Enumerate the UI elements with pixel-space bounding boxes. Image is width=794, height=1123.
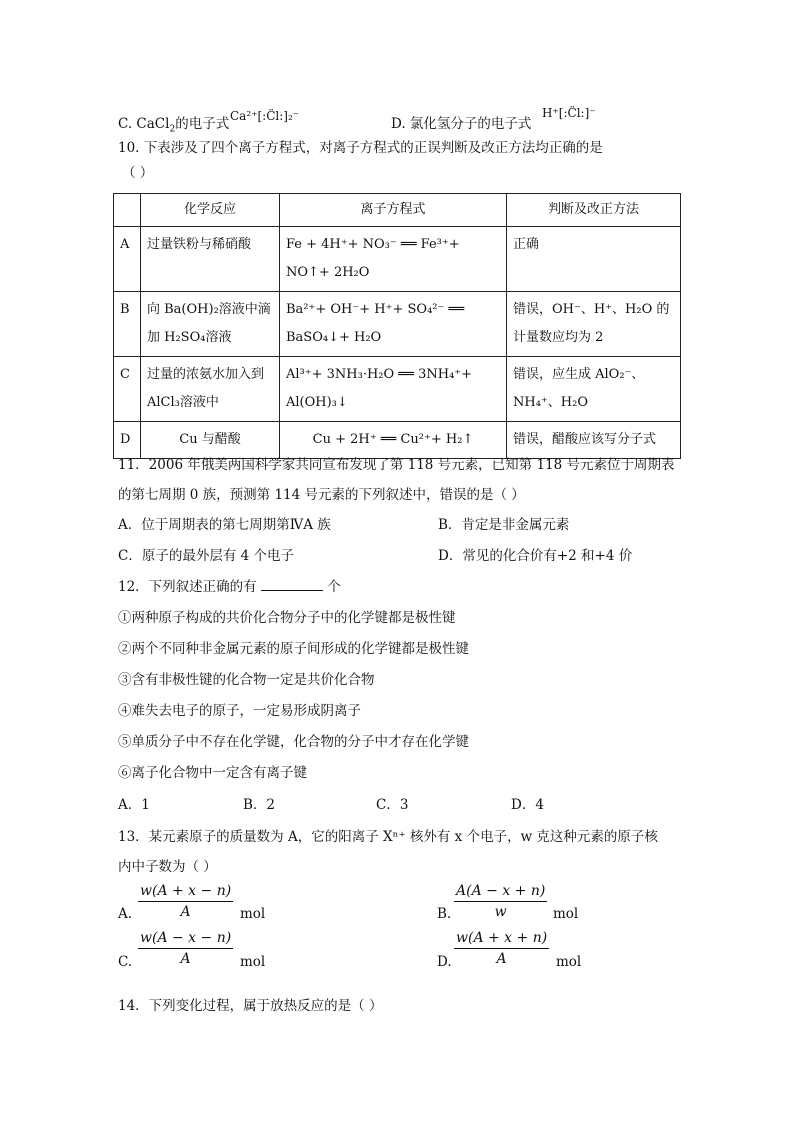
q13-option-d-label[interactable]: D. — [437, 954, 452, 970]
fraction-denominator: A — [180, 904, 191, 920]
row-label: B — [114, 292, 141, 357]
row-reaction: 向 Ba(OH)₂溶液中滴加 H₂SO₄溶液 — [141, 292, 280, 357]
table-row — [114, 357, 681, 422]
table-header-blank — [114, 194, 141, 227]
q12-answer-blank[interactable] — [261, 578, 323, 591]
q13-stem-line1: 13．某元素原子的质量数为 A，它的阳离子 Xⁿ⁺ 核外有 x 个电子，w 克这种元素的原子核 — [118, 829, 658, 845]
row-label: C — [114, 357, 141, 422]
fraction-denominator: w — [494, 904, 507, 920]
table-header: 离子方程式 — [280, 194, 507, 227]
q13-option-b-fraction — [454, 883, 547, 920]
q11-option-d[interactable]: D．常见的化合价有+2 和+4 价 — [438, 548, 633, 564]
fraction-denominator: A — [496, 951, 507, 967]
row-judgment: 正确 — [507, 227, 681, 292]
q13-option-c-unit: mol — [240, 954, 266, 970]
q12-option-b[interactable]: B．2 — [243, 797, 276, 813]
q12-item: ⑥离子化合物中一定含有离子键 — [118, 765, 307, 781]
table-header: 化学反应 — [141, 194, 280, 227]
q14-stem: 14．下列变化过程，属于放热反应的是（ ） — [118, 998, 383, 1014]
q12-item: ④难失去电子的原子，一定易形成阴离子 — [118, 703, 361, 719]
q12-stem-unit: 个 — [327, 579, 341, 595]
row-label: D — [114, 422, 141, 459]
row-equation: Al³⁺+ 3NH₃·H₂O ══ 3NH₄⁺+ Al(OH)₃↓ — [280, 357, 507, 422]
fraction-numerator: w(A + x + n) — [454, 930, 549, 949]
q12-stem-text: 12．下列叙述正确的有 — [118, 579, 257, 595]
q10-answer-paren: （ ） — [122, 165, 154, 181]
table-header-row — [114, 194, 681, 227]
row-judgment: 错误，OH⁻、H⁺、H₂O 的计量数应均为 2 — [507, 292, 681, 357]
fraction-numerator: w(A + x − n) — [138, 883, 233, 902]
q11-option-b[interactable]: B．肯定是非金属元素 — [438, 517, 570, 533]
table-header: 判断及改正方法 — [507, 194, 681, 227]
row-equation: Cu + 2H⁺ ══ Cu²⁺+ H₂↑ — [280, 422, 507, 459]
row-reaction: 过量的浓氨水加入到 AlCl₃溶液中 — [141, 357, 280, 422]
q9-option-c-label: C. CaCl — [118, 116, 170, 132]
q10-table — [113, 193, 681, 459]
q11-stem-line2: 的第七周期 0 族，预测第 114 号元素的下列叙述中，错误的是（ ） — [118, 487, 525, 503]
fraction-denominator: A — [180, 951, 191, 967]
q12-item: ⑤单质分子中不存在化学键，化合物的分子中才存在化学键 — [118, 734, 469, 750]
q13-option-c-fraction — [138, 930, 233, 967]
q13-option-a-fraction — [138, 883, 233, 920]
q13-option-a-label[interactable]: A. — [118, 906, 133, 922]
q13-option-a-unit: mol — [240, 906, 266, 922]
q11-option-c[interactable]: C．原子的最外层有 4 个电子 — [118, 548, 295, 564]
table-row — [114, 227, 681, 292]
q13-option-d-unit: mol — [556, 954, 582, 970]
q13-option-c-label[interactable]: C. — [118, 954, 133, 970]
q13-option-b-label[interactable]: B. — [437, 906, 452, 922]
q13-option-d-fraction — [454, 930, 549, 967]
q11-option-a[interactable]: A．位于周期表的第七周期第ⅣA 族 — [118, 517, 331, 533]
q13-option-b-unit: mol — [553, 906, 579, 922]
q12-item: ③含有非极性键的化合物一定是共价化合物 — [118, 672, 375, 688]
table-row — [114, 292, 681, 357]
q9-option-d-formula: H⁺[:C̈l:]⁻ — [542, 106, 596, 120]
q12-item: ②两个不同种非金属元素的原子间形成的化学键都是极性键 — [118, 641, 469, 657]
q12-option-d[interactable]: D．4 — [511, 797, 544, 813]
table-row — [114, 422, 681, 459]
q9-option-c-tail: 的电子式 — [175, 116, 230, 132]
fraction-numerator: A(A − x + n) — [454, 883, 547, 902]
row-judgment: 错误，应生成 AlO₂⁻、NH₄⁺、H₂O — [507, 357, 681, 422]
q9-option-c-sub: 2 — [169, 124, 176, 135]
q12-option-c[interactable]: C．3 — [376, 797, 409, 813]
fraction-numerator: w(A − x − n) — [138, 930, 233, 949]
q10-stem: 10. 下表涉及了四个离子方程式，对离子方程式的正误判断及改正方法均正确的是 — [118, 140, 603, 156]
row-equation: Fe + 4H⁺+ NO₃⁻ ══ Fe³⁺+ NO↑+ 2H₂O — [280, 227, 507, 292]
row-judgment: 错误，醋酸应该写分子式 — [507, 422, 681, 459]
row-label: A — [114, 227, 141, 292]
q9-option-d: D. 氯化氢分子的电子式 — [391, 116, 532, 132]
q12-item: ①两种原子构成的共价化合物分子中的化学键都是极性键 — [118, 610, 456, 626]
row-reaction: Cu 与醋酸 — [141, 422, 280, 459]
q9-option-c — [118, 115, 229, 133]
q11-stem-line1: 11．2006 年俄美两国科学家共同宣布发现了第 118 号元素，已知第 118 号元素位于周期表 — [118, 457, 675, 473]
q9-option-c-formula: Ca²⁺[:C̈l:]₂⁻ — [230, 109, 300, 123]
row-reaction: 过量铁粉与稀硝酸 — [141, 227, 280, 292]
q13-stem-line2: 内中子数为（ ） — [118, 859, 217, 875]
q12-stem — [118, 578, 341, 596]
q12-option-a[interactable]: A．1 — [118, 797, 150, 813]
row-equation: Ba²⁺+ OH⁻+ H⁺+ SO₄²⁻ ══ BaSO₄↓+ H₂O — [280, 292, 507, 357]
